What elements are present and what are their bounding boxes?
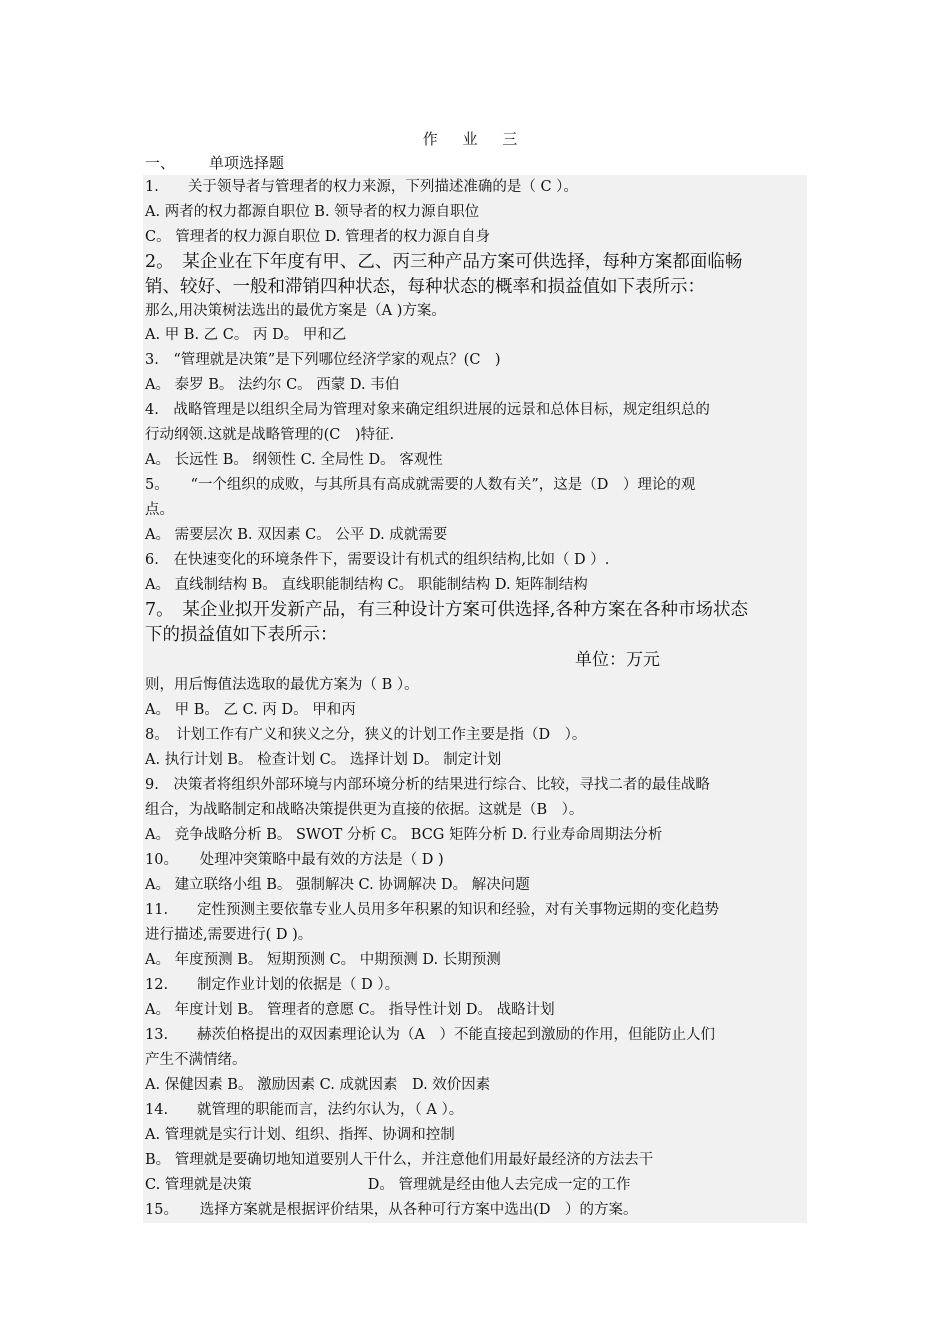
text-line: 点。 xyxy=(145,502,174,518)
text-line: 12. 制定作业计划的依据是（ D ）。 xyxy=(145,977,400,993)
text-line: A。 直线制结构 B。 直线职能制结构 C。 职能制结构 D. 矩阵制结构 xyxy=(145,577,588,593)
text-line: A。 长远性 B。 纲领性 C. 全局性 D。 客观性 xyxy=(145,452,443,468)
page-title: 作 业 三 xyxy=(422,130,528,148)
text-line: C。 管理者的权力源自职位 D. 管理者的权力源自自身 xyxy=(145,229,491,245)
text-line: 2。 某企业在下年度有甲、乙、丙三种产品方案可供选择，每种方案都面临畅 xyxy=(145,252,743,272)
text-line: A. 执行计划 B。 检查计划 C。 选择计划 D。 制定计划 xyxy=(145,752,502,768)
text-line: 下的损益值如下表所示： xyxy=(145,625,338,645)
text-line: 11. 定性预测主要依靠专业人员用多年积累的知识和经验，对有关事物远期的变化趋势 xyxy=(145,902,720,918)
text-line: 13. 赫茨伯格提出的双因素理论认为（A ）不能直接起到激励的作用，但能防止人们 xyxy=(145,1027,716,1043)
text-line: B。 管理就是要确切地知道要别人干什么，并注意他们用最好最经济的方法去干 xyxy=(145,1152,654,1168)
text-line: A。 甲 B。 乙 C. 丙 D。 甲和丙 xyxy=(145,702,356,718)
text-line: 10。 处理冲突策略中最有效的方法是（ D ) xyxy=(145,852,444,868)
text-line: 7。 某企业拟开发新产品，有三种设计方案可供选择,各种方案在各种市场状态 xyxy=(145,600,748,620)
text-line: 4. 战略管理是以组织全局为管理对象来确定组织进展的远景和总体目标，规定组织总的 xyxy=(145,402,710,418)
section-label: 单项选择题 xyxy=(209,154,285,172)
text-line: 9. 决策者将组织外部环境与内部环境分析的结果进行综合、比较，寻找二者的最佳战略 xyxy=(145,777,710,793)
text-line: 15。 选择方案就是根据评价结果，从各种可行方案中选出(D ）的方案。 xyxy=(145,1202,638,1218)
text-line: A。 竞争战略分析 B。 SWOT 分析 C。 BCG 矩阵分析 D. 行业寿命周期法分析 xyxy=(145,827,663,843)
section-heading xyxy=(145,152,284,173)
text-line: C. 管理就是决策 D。 管理就是经由他人去完成一定的工作 xyxy=(145,1177,631,1193)
text-line: 那么,用决策树法选出的最优方案是（A )方案。 xyxy=(145,303,446,319)
text-line: 14. 就管理的职能而言，法约尔认为，（ A ）。 xyxy=(145,1102,464,1118)
question-body xyxy=(143,175,807,1223)
text-line: A。 年度计划 B。 管理者的意愿 C。 指导性计划 D。 战略计划 xyxy=(145,1002,555,1018)
text-line: A。 建立联络小组 B。 强制解决 C. 协调解决 D。 解决问题 xyxy=(145,877,530,893)
unit-label: 单位：万元 xyxy=(575,650,660,670)
text-line: A. 管理就是实行计划、组织、指挥、协调和控制 xyxy=(145,1127,455,1143)
text-line: 产生不满情绪。 xyxy=(145,1052,247,1068)
text-line: 进行描述,需要进行( D )。 xyxy=(145,927,313,943)
text-line: A. 甲 B. 乙 C。 丙 D。 甲和乙 xyxy=(145,327,347,343)
text-line: A。 泰罗 B。 法约尔 C。 西蒙 D. 韦伯 xyxy=(145,377,400,393)
text-line: 6. 在快速变化的环境条件下，需要设计有机式的组织结构,比如（ D ）. xyxy=(145,552,610,568)
text-line: A。 需要层次 B. 双因素 C。 公平 D. 成就需要 xyxy=(145,527,448,543)
text-line: 则，用后悔值法选取的最优方案为（ B ）。 xyxy=(145,677,419,693)
text-line: 组合，为战略制定和战略决策提供更为直接的依据。这就是（B ）。 xyxy=(145,802,584,818)
text-line: 销、较好、一般和滞销四种状态，每种状态的概率和损益值如下表所示： xyxy=(145,277,705,297)
text-line: A。 年度预测 B。 短期预测 C。 中期预测 D. 长期预测 xyxy=(145,952,501,968)
text-line: 5。 “一个组织的成败，与其所具有高成就需要的人数有关”，这是（D ）理论的观 xyxy=(145,477,696,493)
text-line: 8。 计划工作有广义和狭义之分，狭义的计划工作主要是指（D ）。 xyxy=(145,727,587,743)
text-line: 行动纲领.这就是战略管理的(C )特征. xyxy=(145,427,395,443)
text-line: 3. “管理就是决策”是下列哪位经济学家的观点？(C ) xyxy=(145,352,501,368)
text-line: 1. 关于领导者与管理者的权力来源，下列描述准确的是（ C ）。 xyxy=(145,179,578,195)
section-number: 一、 xyxy=(145,154,176,172)
text-line: A. 两者的权力都源自职位 B. 领导者的权力源自职位 xyxy=(145,204,480,220)
text-line: A. 保健因素 B。 激励因素 C. 成就因素 D. 效价因素 xyxy=(145,1077,491,1093)
